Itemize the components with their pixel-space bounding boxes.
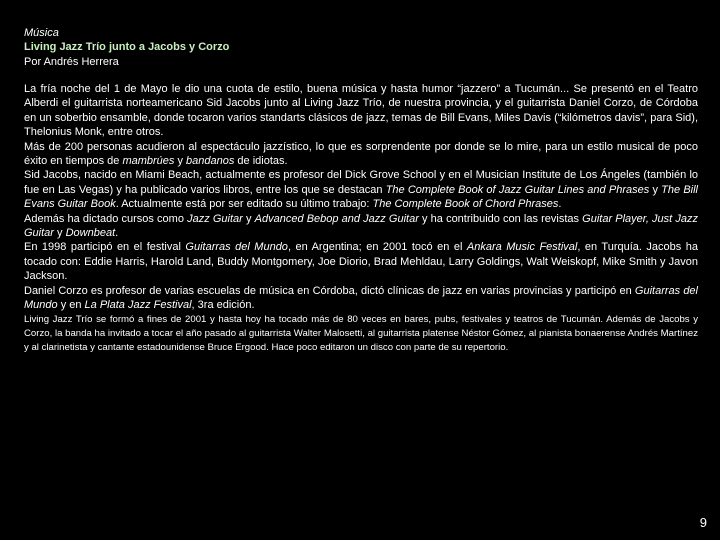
text-run: Daniel Corzo es profesor de varias escuelas de música en Córdoba, dictó clínicas de jazz en varias provincias y participó en [24, 284, 635, 297]
article-paragraph [24, 212, 698, 241]
italic-text-run: Guitarras del Mundo [24, 284, 698, 312]
italic-text-run: The Complete Book of Jazz Guitar Lines and Phrases [385, 183, 650, 196]
text-run: La fría noche del 1 de Mayo le dio una cuota de estilo, buena música y hasta humor “jazzero” a Tucumán... Se presentó en el Teatro Alberdi el guitarrista norteamericano Sid Jacobs junto al Living Jazz Trío, de nuestra provincia, y el guitarrista Daniel Corzo, de Córdoba en un soberbio ensamble, donde tocaron varios standarts clásicos de jazz, temas de Bill Evans, Miles Davis (“kilómetros davis”, para Sid), Thelonius Monk, entre otros. [24, 83, 698, 139]
text-run: , en Turquía. Jacobs ha tocado con: Eddie Harris, Harold Land, Buddy Montgomery, Joe Diorio, Brad Mehldau, Larry Goldings, Walt Weiskopf, Mike Smith y Javon Jackson. [24, 241, 698, 283]
italic-text-run: Guitarras del Mundo [185, 241, 288, 254]
article-paragraph [24, 140, 698, 169]
section-label: Música [24, 27, 59, 39]
text-run: y [174, 155, 187, 168]
text-run: y ha contribuido con las revistas [418, 212, 583, 225]
text-run: . [558, 198, 562, 211]
article-title: Living Jazz Trío junto a Jacobs y Corzo [24, 41, 230, 53]
italic-text-run: mambrúes [122, 155, 175, 168]
article-paragraph [24, 240, 698, 283]
text-run: En 1998 participó en el festival [24, 241, 186, 254]
text-run: . [115, 227, 119, 240]
italic-text-run: Jazz Guitar [187, 212, 243, 225]
text-run: y [53, 227, 66, 240]
text-run: , 3ra edición. [191, 299, 255, 312]
article-paragraph [24, 82, 698, 140]
italic-text-run: Advanced Bebop and Jazz Guitar [254, 212, 419, 225]
text-run: y [242, 212, 255, 225]
page-number: 9 [699, 515, 707, 530]
article-body [24, 82, 698, 313]
article [24, 26, 698, 356]
text-run: Sid Jacobs, nacido en Miami Beach, actualmente es profesor del Dick Grove School y en el Musician Institute de Los Ángeles (también lo fue en Las Vegas) y ha publicado varios libros, entre los que se destacan [24, 169, 698, 196]
article-paragraph [24, 284, 698, 313]
italic-text-run: The Complete Book of Chord Phrases [372, 198, 559, 211]
text-run: Más de 200 personas acudieron al espectáculo jazzístico, lo que es sorprendente por donde se lo mire, para un estilo musical de poco éxito en tiempos de [24, 140, 698, 168]
text-run: de idiotas. [234, 155, 288, 168]
text-run: , en Argentina; en 2001 tocó en el [287, 241, 467, 254]
italic-text-run: Ankara Music Festival [466, 241, 578, 254]
text-run: Además ha dictado cursos como [24, 212, 188, 225]
text-run: y [649, 183, 662, 196]
italic-text-run: Downbeat [65, 227, 116, 240]
italic-text-run: The Bill Evans Guitar Book [24, 183, 698, 211]
italic-text-run: bandanos [186, 155, 235, 168]
text-run: y en [57, 299, 85, 312]
article-paragraph [24, 168, 698, 211]
text-run: . Actualmente está por ser editado su último trabajo: [115, 198, 373, 211]
italic-text-run: La Plata Jazz Festival [84, 299, 192, 312]
article-closing-paragraph: Living Jazz Trío se formó a fines de 2001 y hasta hoy ha tocado más de 80 veces en bares, pubs, festivales y teatros de Tucumán. Además de Jacobs y Corzo, la banda ha invitado a tocar el año pasado al guitarrista Walter Malosetti, al guitarrista platense Néstor Gómez, al pianista bonaerense Andrés Martínez y al clarinetista y cantante estadounidense Bruce Ergood. Hace poco editaron un disco con parte de su repertorio. [24, 313, 698, 354]
article-byline: Por Andrés Herrera [24, 56, 119, 68]
italic-text-run: Guitar Player, Just Jazz Guitar [24, 212, 698, 240]
